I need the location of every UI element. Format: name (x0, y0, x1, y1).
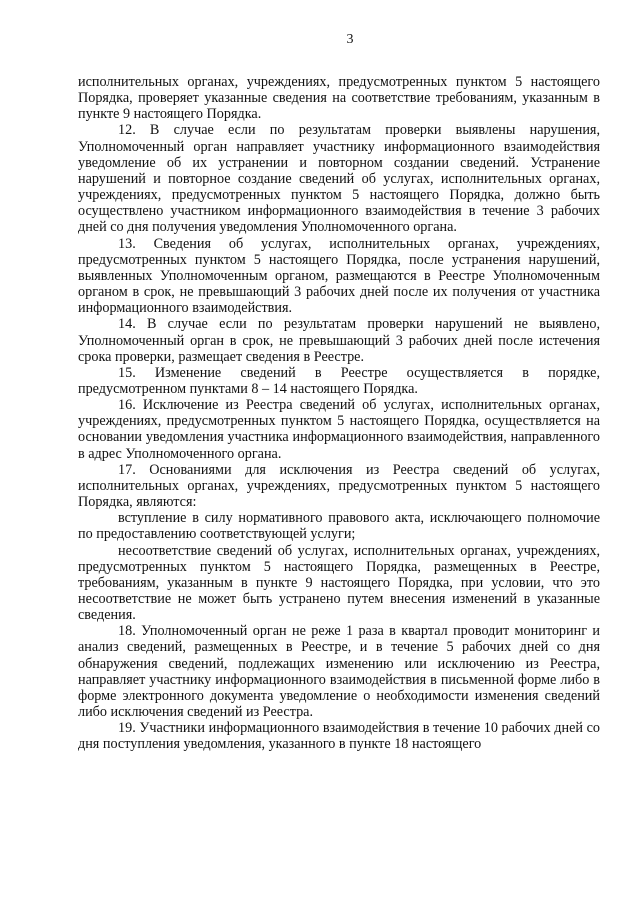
paragraph-18: 18. Уполномоченный орган не реже 1 раза в квартал проводит мониторинг и анализ сведений, размещенных в Реестре, и в течение 5 рабочих дней со дня обнаружения сведений, подлежащих изменению или исключению из Реестра, направляет участнику информационного взаимодействия в письменной форме либо в форме электронного документа уведомление о необходимости изменения сведений либо исключения сведений из Реестра. (78, 623, 600, 721)
paragraph-14: 14. В случае если по результатам проверки нарушений не выявлено, Уполномоченный орган в срок, не превышающий 3 рабочих дней после истечения срока проверки, размещает сведения в Реестре. (78, 316, 600, 365)
paragraph-17-item-1: вступление в силу нормативного правового акта, исключающего полномочие по предоставлению соответствующей услуги; (78, 510, 600, 543)
paragraph-16: 16. Исключение из Реестра сведений об услугах, исполнительных органах, учреждениях, предусмотренных пунктом 5 настоящего Порядка, осуществляется на основании уведомления участника информационного взаимодействия, направленного в адрес Уполномоченного органа. (78, 397, 600, 462)
paragraph-15: 15. Изменение сведений в Реестре осуществляется в порядке, предусмотренном пунктами 8 – 14 настоящего Порядка. (78, 364, 600, 397)
paragraph-continuation: исполнительных органах, учреждениях, предусмотренных пунктом 5 настоящего Порядка, проверяет указанные сведения на соответствие требованиям, указанным в пункте 9 настоящего Порядка. (78, 74, 600, 123)
paragraph-19: 19. Участники информационного взаимодействия в течение 10 рабочих дней со дня поступления уведомления, указанного в пункте 18 настоящего (78, 720, 600, 753)
paragraph-17: 17. Основаниями для исключения из Реестра сведений об услугах, исполнительных органах, учреждениях, предусмотренных пунктом 5 настоящего Порядка, являются: (78, 461, 600, 511)
paragraph-17-item-2: несоответствие сведений об услугах, исполнительных органах, учреждениях, предусмотренных пунктом 5 настоящего Порядка, размещенных в Реестре, требованиям, указанным в пункте 9 настоящего Порядка, при условии, что это несоответствие не может быть устранено путем внесения изменений в указанные сведения. (78, 542, 600, 624)
paragraph-13: 13. Сведения об услугах, исполнительных органах, учреждениях, предусмотренных пунктом 5 настоящего Порядка, после устранения нарушений, выявленных Уполномоченным органом, размещаются в Реестре Уполномоченным органом в срок, не превышающий 3 рабочих дней после их получения от участника информационного взаимодействия. (78, 235, 600, 317)
paragraph-12: 12. В случае если по результатам проверки выявлены нарушения, Уполномоченный орган направляет участнику информационного взаимодействия уведомление об их устранении и повторном создании сведений. Устранение нарушений и повторное создание сведений об услугах, исполнительных органах, учреждениях, предусмотренных пунктом 5 настоящего Порядка, должно быть осуществлено участником информационного взаимодействия в течение 3 рабочих дней со дня получения уведомления Уполномоченного органа. (78, 122, 600, 236)
page-number: 3 (346, 32, 354, 47)
